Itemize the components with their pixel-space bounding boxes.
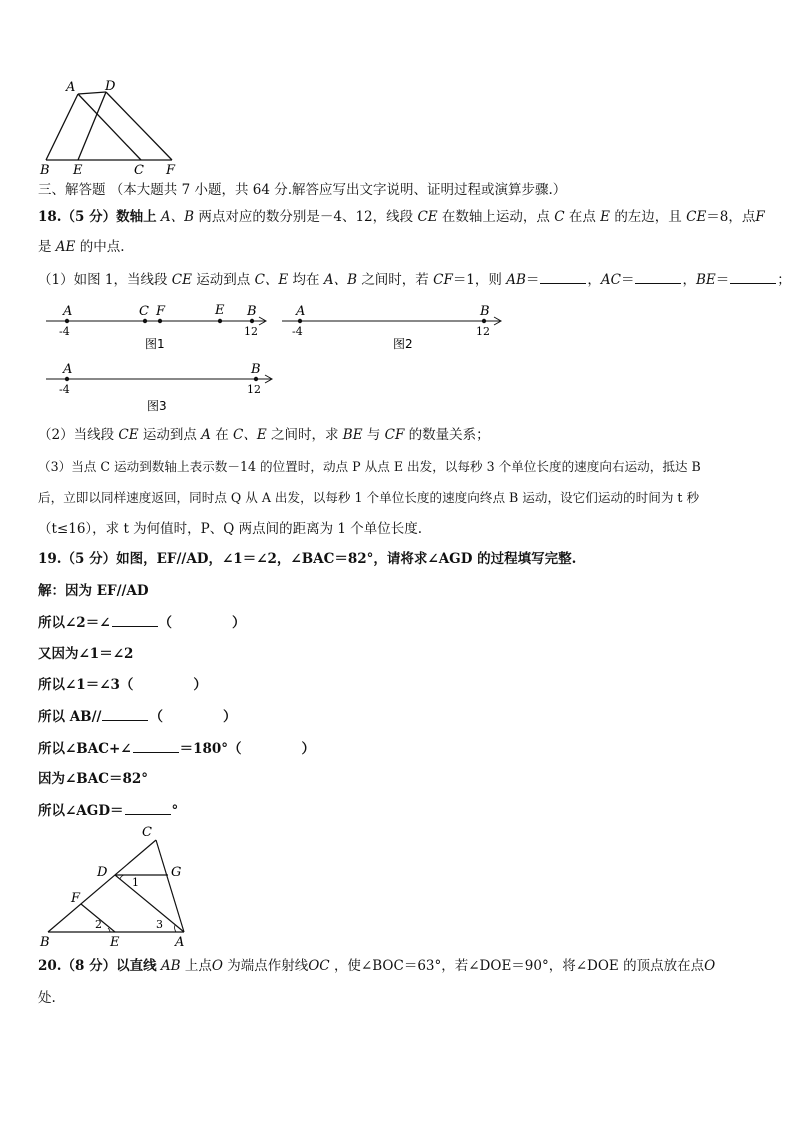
q19-angle-3: 3 (156, 918, 163, 931)
top-figure (36, 76, 186, 176)
q18-part2: （2）当线段 CE 运动到点 A 在 C、E 之间时，求 BE 与 CF 的数量关系； (38, 427, 490, 443)
nl3-caption: 图3 (147, 399, 167, 413)
section-heading: 三、解答题 （本大题共 7 小题，共 64 分.解答应写出文字说明、证明过程或演算步骤.） (38, 182, 567, 198)
q19-line2: 所以∠2＝∠ （ ） (38, 615, 246, 631)
nl2-caption: 图2 (393, 337, 413, 351)
label-A: A (66, 80, 76, 95)
q19-label-G: G (171, 865, 182, 880)
answer-blank-ac[interactable] (635, 270, 681, 284)
q18-part3-line3: （t≤16），求 t 为何值时，P、Q 两点间的距离为 1 个单位长度. (38, 521, 423, 537)
answer-blank-parallel[interactable] (102, 707, 148, 721)
label-D: D (105, 79, 116, 94)
numberline-fig1 (40, 300, 275, 352)
nl3-val-b: 12 (247, 383, 261, 396)
q19-line4: 所以∠1＝∠3（ ） (38, 677, 207, 693)
q19-line3: 又因为∠1＝∠2 (38, 646, 134, 662)
nl1-B: B (247, 304, 257, 319)
answer-blank-angle2[interactable] (133, 739, 179, 753)
numberline-fig2 (278, 300, 508, 352)
nl3-B: B (251, 362, 261, 377)
q19-line1: 解：因为 EF//AD (38, 583, 149, 599)
q19-label-E: E (110, 935, 120, 950)
q19-label-D: D (97, 865, 108, 880)
nl3-A: A (63, 362, 73, 377)
nl1-A: A (63, 304, 73, 319)
nl1-C: C (139, 304, 149, 319)
q19-label-B: B (40, 935, 50, 950)
q19-figure (36, 822, 196, 950)
q19-angle-1: 1 (132, 876, 139, 889)
label-F: F (166, 163, 176, 176)
q18-part1: （1）如图 1，当线段 CE 运动到点 C、E 均在 A、B 之间时，若 CF＝1，则 AB＝ ，AC＝ ，BE＝ ； (38, 272, 791, 288)
numberline-fig3 (40, 362, 280, 414)
q20-line2: 处. (38, 990, 56, 1006)
nl1-caption: 图1 (145, 337, 165, 351)
q20-line1: 20.（8 分）以直线 AB 上点O 为端点作射线OC ，使∠BOC＝63°，若∠DOE＝90°，将∠DOE 的顶点放在点O (38, 958, 716, 974)
q19-line7: 因为∠BAC＝82° (38, 771, 148, 787)
q19-line5: 所以 AB// （ ） (38, 709, 237, 725)
answer-blank-be[interactable] (730, 270, 776, 284)
q19-label-C: C (142, 825, 152, 840)
label-C: C (134, 163, 144, 176)
nl1-E: E (215, 303, 225, 318)
nl2-val-a: -4 (292, 325, 303, 338)
nl1-val-a: -4 (59, 325, 70, 338)
nl2-B: B (480, 304, 490, 319)
nl1-val-b: 12 (244, 325, 258, 338)
answer-blank-agd[interactable] (125, 801, 171, 815)
answer-blank-ab[interactable] (540, 270, 586, 284)
q19-angle-2: 2 (95, 918, 102, 931)
q18-line1: 18.（5 分）数轴上 A、B 两点对应的数分别是－4、12，线段 CE 在数轴上运动，点 C 在点 E 的左边，且 CE＝8，点F (38, 209, 765, 225)
q19-stem: 19.（5 分）如图，EF//AD，∠1＝∠2，∠BAC＝82°，请将求∠AGD 的过程填写完整. (38, 551, 577, 567)
q19-line8: 所以∠AGD＝ ° (38, 803, 179, 819)
q19-label-A: A (175, 935, 185, 950)
nl3-val-a: -4 (59, 383, 70, 396)
nl2-val-b: 12 (476, 325, 490, 338)
nl2-A: A (296, 304, 306, 319)
q18-part3-line2: 后，立即以同样速度返回，同时点 Q 从 A 出发，以每秒 1 个单位长度的速度向终点 B 运动，设它们运动的时间为 t 秒 (38, 490, 700, 505)
q19-label-F: F (71, 891, 81, 906)
q18-part3-line1: （3）当点 C 运动到数轴上表示数－14 的位置时，动点 P 从点 E 出发，以每秒 3 个单位长度的速度向右运动，抵达 B (38, 459, 701, 474)
label-E: E (73, 163, 83, 176)
q18-line2: 是 AE 的中点. (38, 239, 125, 255)
answer-blank-angle[interactable] (112, 613, 158, 627)
nl1-F: F (156, 304, 166, 319)
q19-line6: 所以∠BAC+∠ ＝180°（ ） (38, 741, 316, 757)
label-B: B (40, 163, 50, 176)
